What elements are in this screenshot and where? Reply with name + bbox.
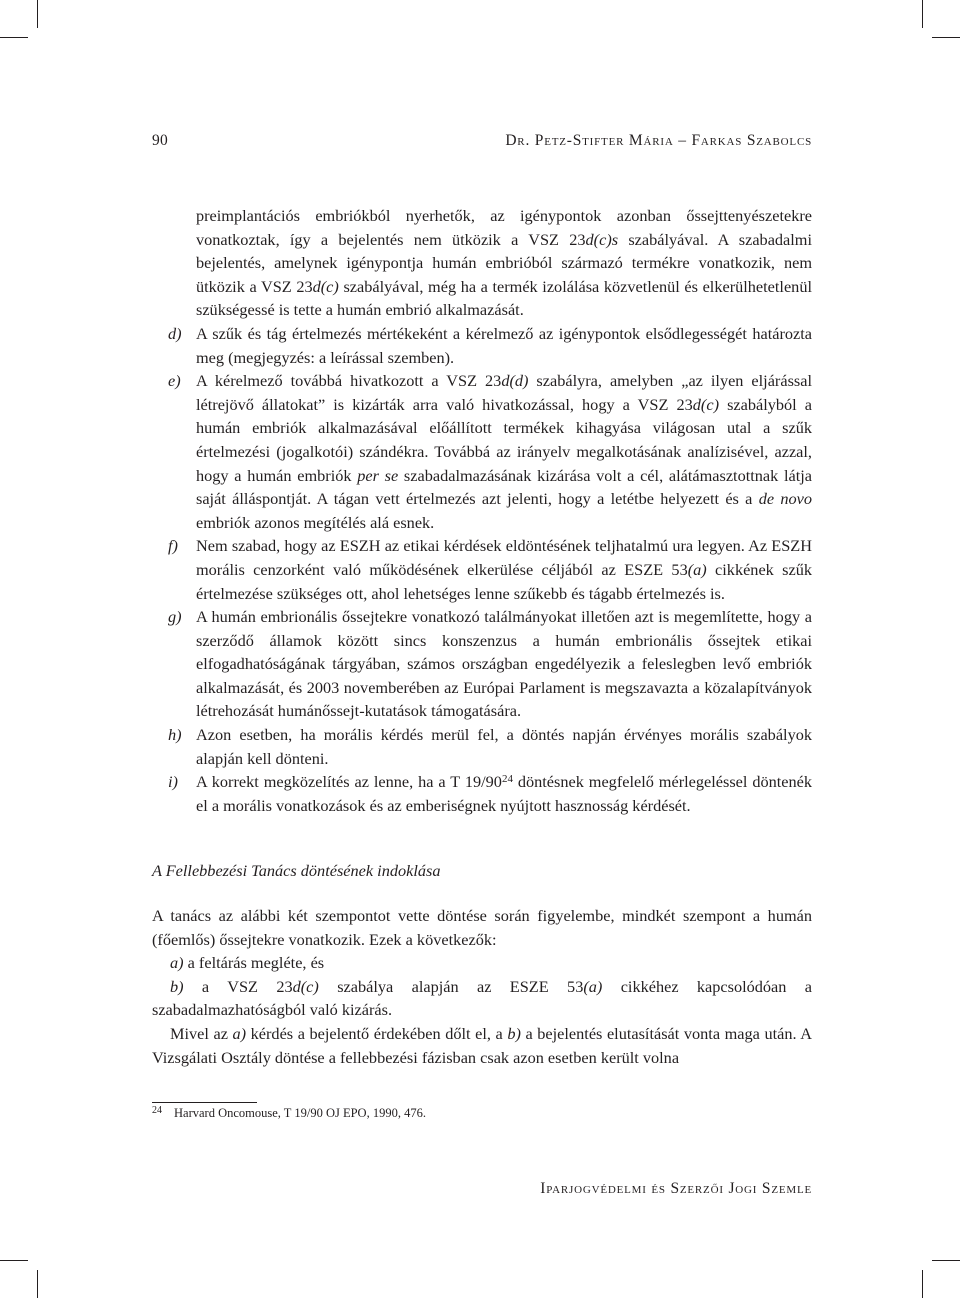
section-paragraph: Mivel az a) kérdés a bejelentő érdekében dőlt el, a b) a bejelentés elutasítását vonta maga után. A Vizsgálati Osztály döntése a fellebbezési fázisban csak azon esetben került volna — [152, 1024, 812, 1067]
list-label: g) — [168, 607, 182, 627]
footnote-divider — [152, 1102, 257, 1103]
footnote-ref[interactable]: 24 — [501, 773, 513, 786]
running-footer-journal: Iparjogvédelmi és Szerzői Jogi Szemle — [540, 1180, 812, 1197]
crop-mark — [922, 1270, 923, 1298]
footnote: $^{24}$ Harvard Oncomouse, T 19/90 OJ EPO, 1990, 476. — [152, 1105, 426, 1120]
footnote-number: 24 — [152, 1105, 162, 1116]
running-header-authors: Dr. Petz-Stifter Mária – Farkas Szabolcs — [505, 132, 812, 149]
section-point-a: a) a feltárás megléte, és — [170, 953, 325, 973]
section-paragraph: A tanács az alábbi két szempontot vette döntése során figyelembe, mindkét szempont a humán (főemlős) őssejtekre vonatkozik. Ezek a következők: — [152, 906, 812, 949]
crop-mark — [922, 0, 923, 28]
crop-mark — [0, 37, 28, 38]
list-label: f) — [168, 536, 178, 556]
crop-mark — [932, 37, 960, 38]
body-text — [152, 204, 812, 1069]
crop-mark — [37, 1270, 38, 1298]
list-item-g: g) A humán embrionális őssejtekre vonatkozó találmányokat illetően azt is megemlítette, hogy a szerződő államok között sincs konszenzus a humán embrionális őssejtek etikai elfogadhatóságának tárgyában, számos országban engedélyezik a feleslegben levő embriók alkalmazását, és 2003 novemberében az Európai Parlament is megszavazta a közalapítványok létrehozását humánőssejt-kutatások támogatására. — [168, 607, 812, 721]
crop-mark — [0, 1260, 28, 1261]
section-heading: A Fellebbezési Tanács döntésének indoklása — [152, 861, 441, 881]
list-label: e) — [168, 371, 181, 391]
page-number: 90 — [152, 132, 169, 149]
section-point-b: b) a VSZ 23d(c) szabálya alapján az ESZE 53(a) cikkéhez kapcsolódóan a szabadalmazhatóságból való kizárás. — [152, 976, 813, 1020]
list-label: d) — [168, 323, 182, 343]
list-item-e: e) A kérelmező továbbá hivatkozott a VSZ 23d(d) szabályra, amelyben „az ilyen eljárással létrejövő állatokat” is kizárták arra való hivatkozással, hogy a VSZ 23d(c) szabályból a humán embriók alkalmazásával előállított termékek kihagyása világosan utal a szűk értelmezési (jogalkotói) szándékra. Továbbá az irányelv megalkotásának analízisével, azzal, hogy a humán embriók per se szabadalmazásának kizárása volt a cél, alátámasztottnak látja saját álláspontját. A tágan vett értelmezés azt jelenti, hogy a letétbe helyezett és a de novo embriók azonos megítélés alá esnek. — [168, 371, 813, 532]
list-item-d: d) A szűk és tág értelmezés mértékeként a kérelmező az igénypontok elsődlegességét határozta meg (megjegyzés: a leírással szemben). — [168, 323, 812, 367]
crop-mark — [932, 1260, 960, 1261]
list-label: i) — [168, 772, 178, 792]
crop-mark — [37, 0, 38, 28]
intro-paragraph: preimplantációs embriókból nyerhetők, az igénypontok azonban őssejttenyészetekre vonatkoztak, így a bejelentés nem ütközik a VSZ 23d(c)s szabályával. A szabadalmi bejelentés, amelynek igénypontja humán embrióból származó termékre vonatkozik, nem ütközik a VSZ 23d(c) szabályával, még ha a termék izolálása közvetlenül és elkerülhetetlenül szükségessé is tette a humán embrió alkalmazását. — [196, 206, 812, 320]
list-item-h: h) Azon esetben, ha morális kérdés merül fel, a döntés napján érvényes morális szabályok alapján kell dönteni. — [168, 725, 812, 768]
list-item-f: f) Nem szabad, hogy az ESZH az etikai kérdések eldöntésének teljhatalmú ura legyen. Az ESZH morális cenzorként való működésének elkerülése céljából az ESZE 53(a) cikkének szűk értelmezése szükséges ott, ahol lehetséges lenne szűkebb és tágabb értelmezés is. — [168, 536, 813, 603]
list-item-i: i) A korrekt megközelítés az lenne, ha a T $19/90^{24}$ döntésnek megfelelő mérlegeléssel döntenék el a morális vonatkozások és az emberiségnek nyújtott hasznosság kérdését. — [168, 772, 812, 815]
list-label: h) — [168, 725, 182, 745]
